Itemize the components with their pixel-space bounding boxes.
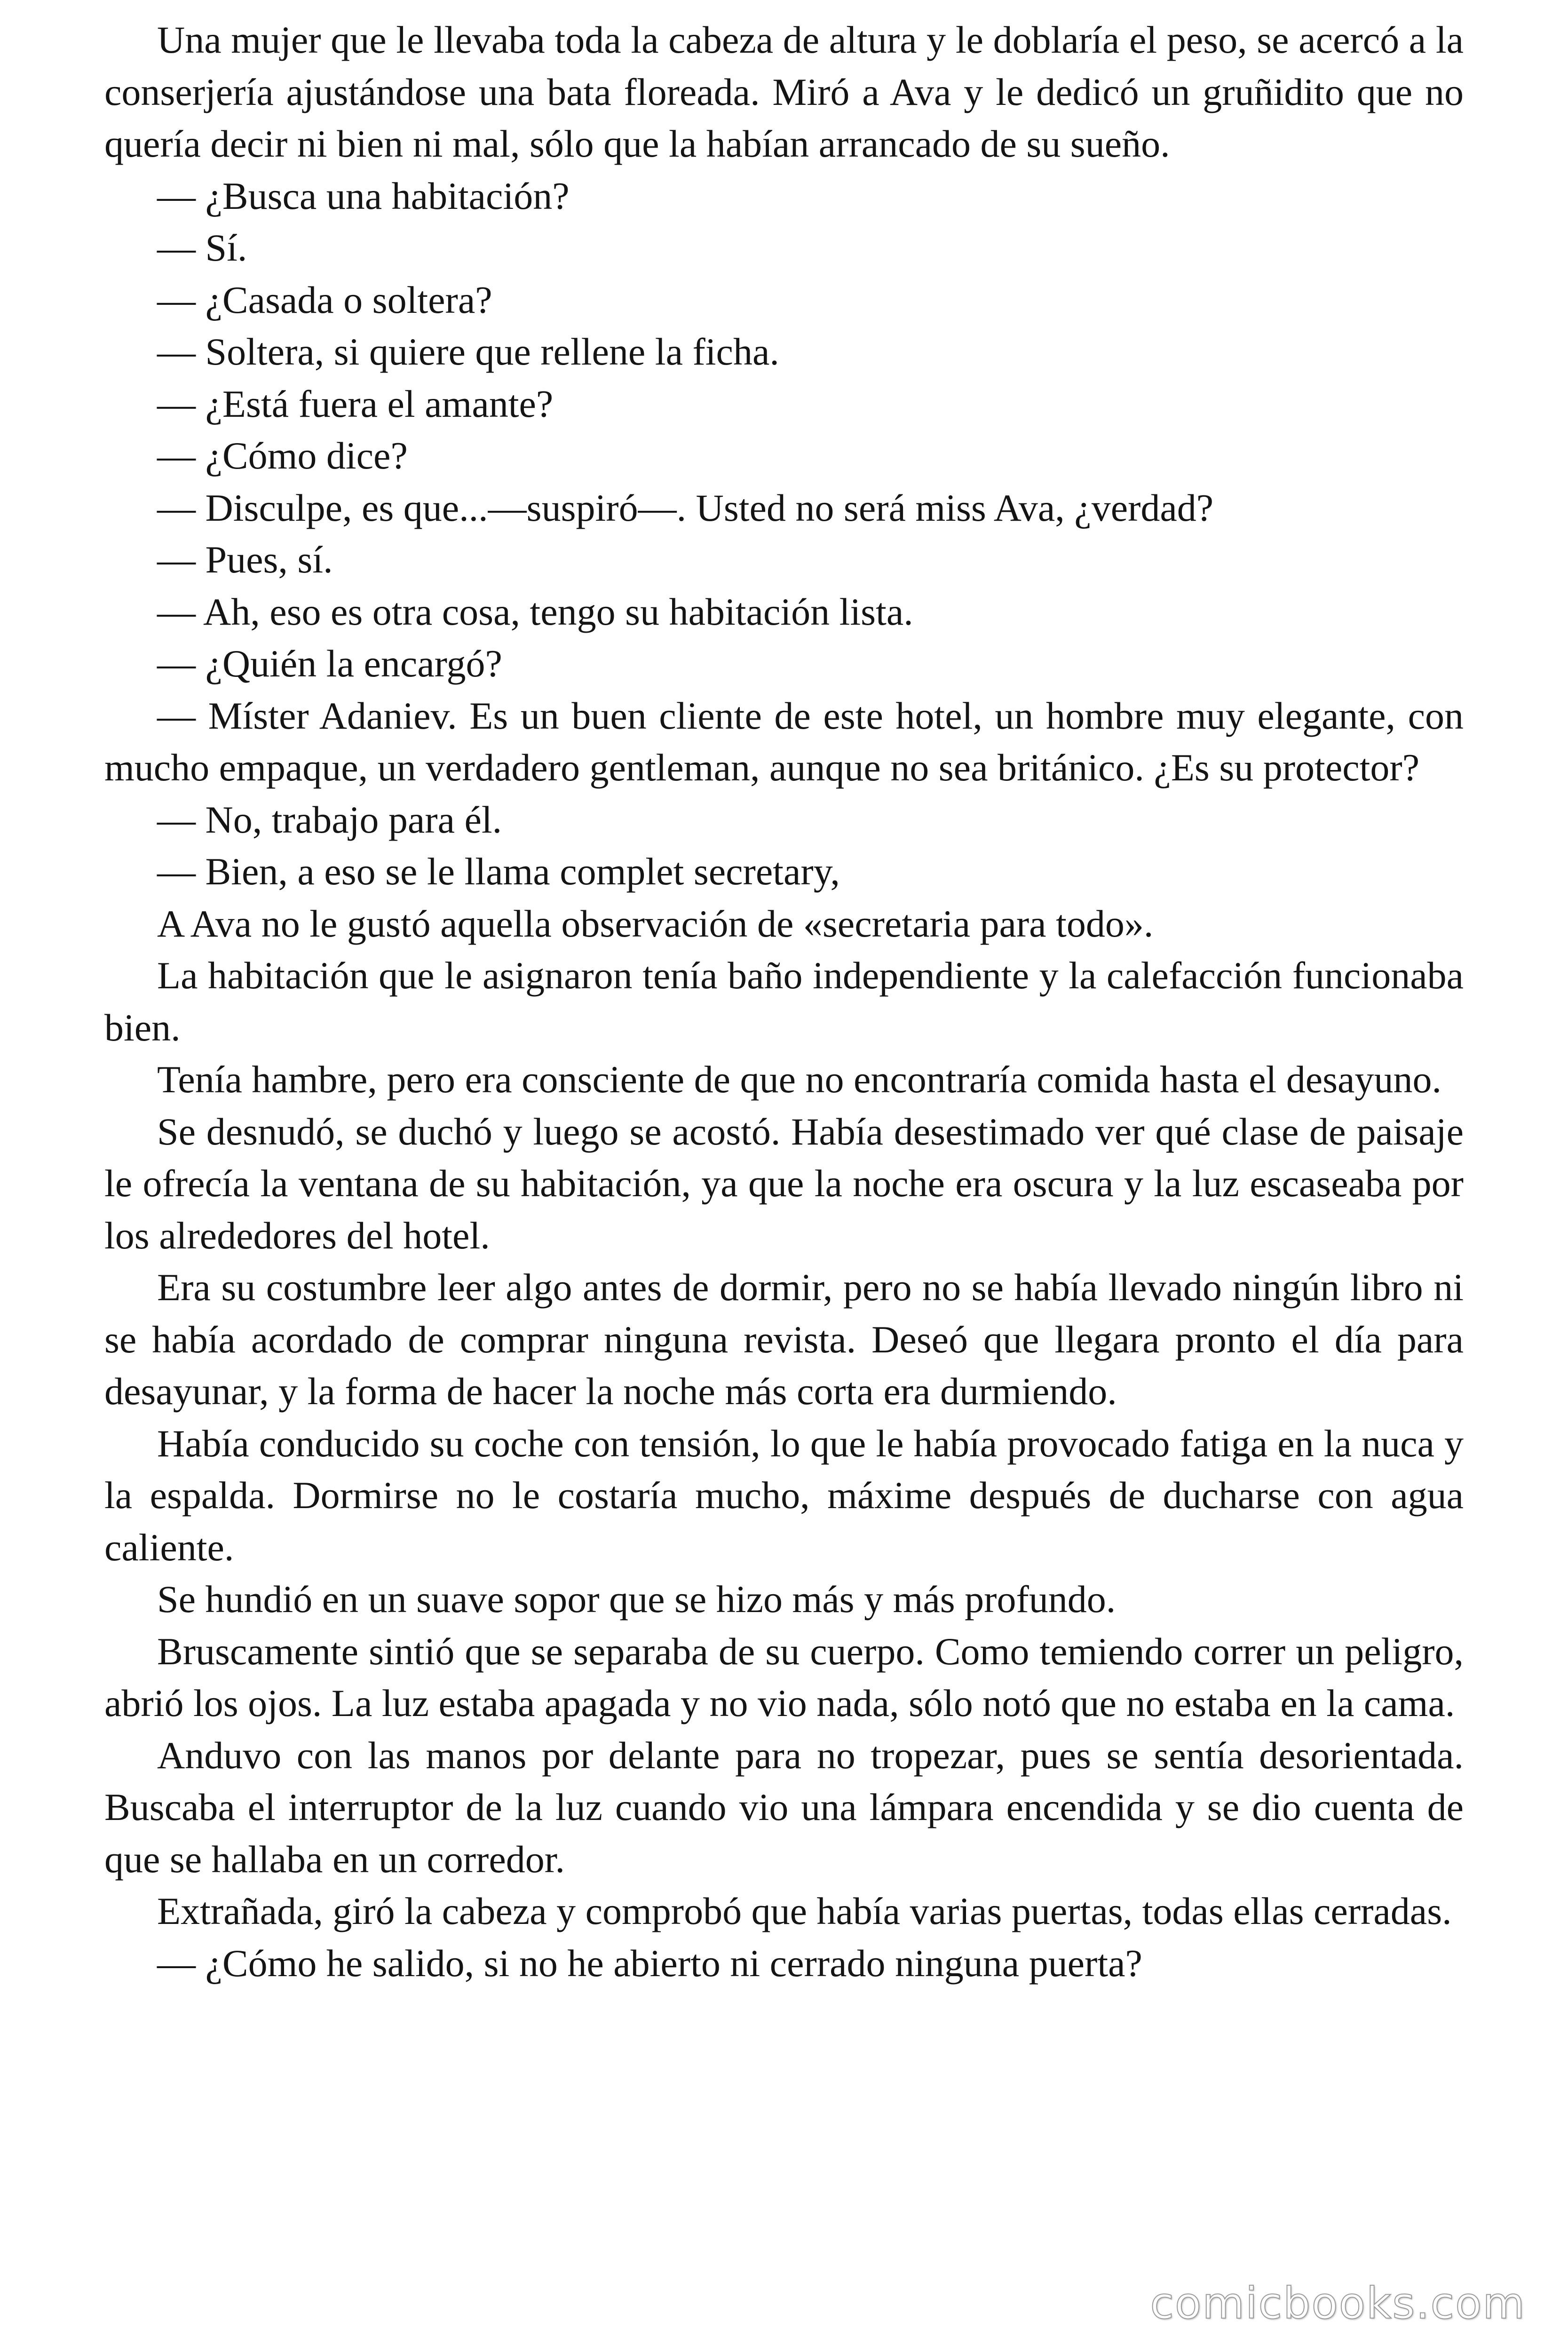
page-body (104, 14, 1464, 1989)
paragraph: Extrañada, giró la cabeza y comprobó que había varias puertas, todas ellas cerradas. (157, 1890, 1452, 1932)
paragraph: Había conducido su coche con tensión, lo que le había provocado fatiga en la nuca y la espalda. Dormirse no le costaría mucho, máxime después de ducharse con agua caliente. (104, 1422, 1464, 1569)
dialogue-line: — ¿Casada o soltera? (157, 278, 492, 321)
dialogue-line: — ¿Está fuera el amante? (157, 382, 554, 425)
dialogue-line: — ¿Busca una habitación? (157, 174, 570, 217)
dialogue-line: — No, trabajo para él. (157, 798, 502, 841)
paragraph: Era su costumbre leer algo antes de dormir, pero no se había llevado ningún libro ni se había acordado de comprar ninguna revista. Deseó que llegara pronto el día para desayunar, y la forma de hacer la noche más corta era durmiendo. (104, 1266, 1464, 1413)
paragraph: Se desnudó, se duchó y luego se acostó. Había desestimado ver qué clase de paisaje le ofrecía la ventana de su habitación, ya que la noche era oscura y la luz escaseaba por los alrededores del hotel. (104, 1110, 1464, 1257)
paragraph: A Ava no le gustó aquella observación de «secretaria para todo». (157, 902, 1154, 945)
dialogue-line: — Soltera, si quiere que rellene la ficha. (157, 330, 779, 373)
dialogue-line: — Míster Adaniev. Es un buen cliente de este hotel, un hombre muy elegante, con mucho empaque, un verdadero gentleman, aunque no sea británico. ¿Es su protector? (104, 694, 1464, 789)
dialogue-line: — Disculpe, es que...—suspiró—. Usted no será miss Ava, ¿verdad? (157, 486, 1214, 529)
watermark: comicbooks.com (1150, 2278, 1526, 2328)
dialogue-line: — Bien, a eso se le llama complet secretary, (157, 850, 840, 893)
dialogue-line: — ¿Quién la encargó? (157, 642, 502, 685)
dialogue-line: — Pues, sí. (157, 538, 333, 581)
paragraph: Anduvo con las manos por delante para no tropezar, pues se sentía desorientada. Buscaba el interruptor de la luz cuando vio una lámpara encendida y se dio cuenta de que se hallaba en un corredor. (104, 1733, 1464, 1881)
paragraph: Tenía hambre, pero era consciente de que no encontraría comida hasta el desayuno. (157, 1058, 1441, 1101)
paragraph: Se hundió en un suave sopor que se hizo más y más profundo. (157, 1578, 1116, 1621)
paragraph: La habitación que le asignaron tenía baño independiente y la calefacción funcionaba bien. (104, 954, 1464, 1049)
dialogue-line: — Sí. (157, 226, 247, 269)
dialogue-line: — ¿Cómo dice? (157, 434, 408, 477)
paragraph: Bruscamente sintió que se separaba de su cuerpo. Como temiendo correr un peligro, abrió los ojos. La luz estaba apagada y no vio nada, sólo notó que no estaba en la cama. (104, 1629, 1464, 1724)
dialogue-line: — Ah, eso es otra cosa, tengo su habitación lista. (157, 590, 913, 633)
paragraph: Una mujer que le llevaba toda la cabeza de altura y le doblaría el peso, se acercó a la conserjería ajustándose una bata floreada. Miró a Ava y le dedicó un gruñidito que no quería decir ni bien ni mal, sólo que la habían arrancado de su sueño. (104, 18, 1464, 165)
dialogue-line: — ¿Cómo he salido, si no he abierto ni cerrado ninguna puerta? (157, 1941, 1142, 1985)
